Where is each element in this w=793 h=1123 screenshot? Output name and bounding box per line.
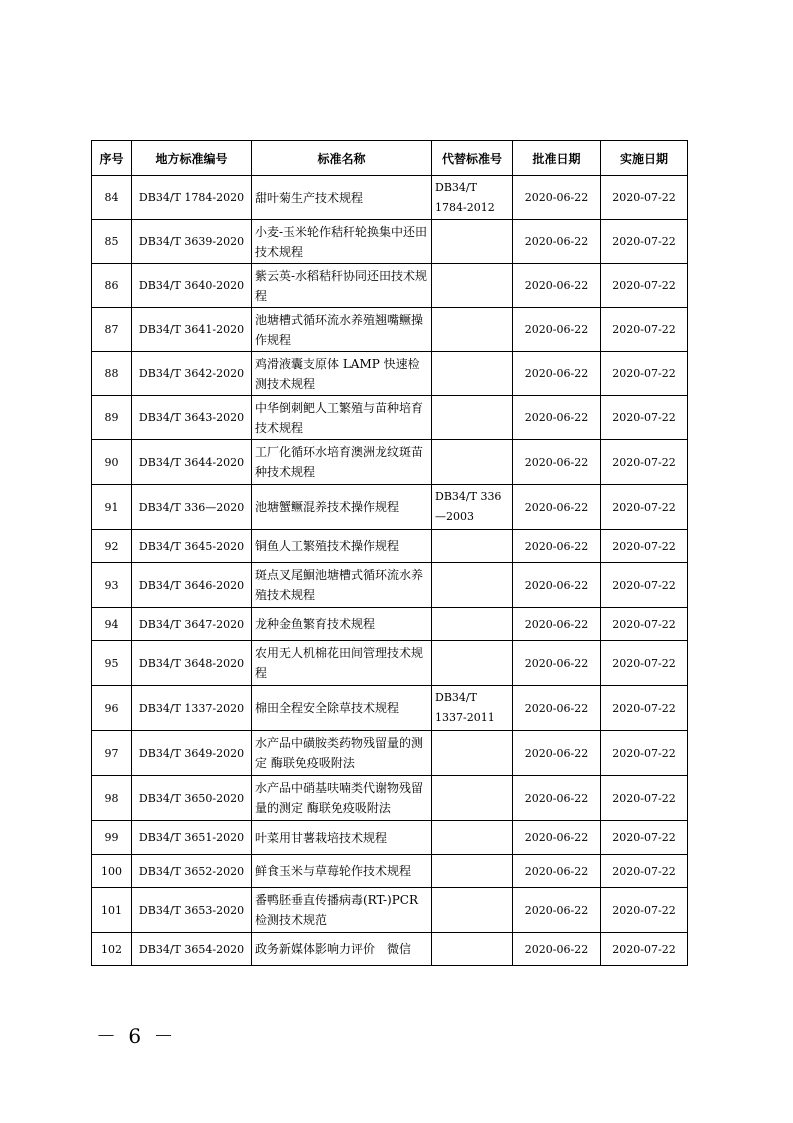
cell-approval-date: 2020-06-22 <box>513 176 601 220</box>
cell-standard-code: DB34/T 3639-2020 <box>132 220 252 264</box>
cell-standard-code: DB34/T 3648-2020 <box>132 641 252 686</box>
table-row <box>92 821 688 855</box>
cell-replaced-standard: DB34/T 1784-2012 <box>432 176 513 220</box>
cell-serial: 97 <box>92 731 132 776</box>
table-row <box>92 308 688 352</box>
cell-standard-name: 政务新媒体影响力评价 微信 <box>252 933 432 966</box>
cell-approval-date: 2020-06-22 <box>513 933 601 966</box>
table-header-row <box>92 141 688 176</box>
cell-standard-code: DB34/T 3643-2020 <box>132 396 252 440</box>
cell-approval-date: 2020-06-22 <box>513 352 601 396</box>
cell-effective-date: 2020-07-22 <box>601 731 688 776</box>
cell-standard-name: 叶菜用甘薯栽培技术规程 <box>252 821 432 855</box>
cell-standard-code: DB34/T 3646-2020 <box>132 563 252 608</box>
cell-approval-date: 2020-06-22 <box>513 440 601 485</box>
table-row <box>92 396 688 440</box>
cell-replaced-standard <box>432 821 513 855</box>
cell-standard-name: 斑点叉尾鮰池塘槽式循环流水养殖技术规程 <box>252 563 432 608</box>
cell-serial: 88 <box>92 352 132 396</box>
cell-standard-name: 紫云英-水稻秸秆协同还田技术规程 <box>252 264 432 308</box>
cell-approval-date: 2020-06-22 <box>513 608 601 641</box>
cell-effective-date: 2020-07-22 <box>601 933 688 966</box>
cell-effective-date: 2020-07-22 <box>601 440 688 485</box>
cell-effective-date: 2020-07-22 <box>601 563 688 608</box>
cell-effective-date: 2020-07-22 <box>601 176 688 220</box>
cell-replaced-standard <box>432 608 513 641</box>
cell-standard-name: 中华倒刺鲃人工繁殖与苗种培育技术规程 <box>252 396 432 440</box>
cell-serial: 94 <box>92 608 132 641</box>
cell-standard-name: 工厂化循环水培育澳洲龙纹斑苗种技术规程 <box>252 440 432 485</box>
cell-standard-code: DB34/T 1337-2020 <box>132 686 252 731</box>
cell-effective-date: 2020-07-22 <box>601 352 688 396</box>
cell-effective-date: 2020-07-22 <box>601 530 688 563</box>
cell-serial: 91 <box>92 485 132 530</box>
table-row <box>92 855 688 888</box>
standards-table <box>91 140 688 966</box>
header-effective-date: 实施日期 <box>601 141 688 176</box>
cell-standard-name: 甜叶菊生产技术规程 <box>252 176 432 220</box>
cell-approval-date: 2020-06-22 <box>513 731 601 776</box>
cell-serial: 92 <box>92 530 132 563</box>
cell-replaced-standard <box>432 396 513 440</box>
cell-replaced-standard <box>432 563 513 608</box>
cell-effective-date: 2020-07-22 <box>601 641 688 686</box>
header-serial: 序号 <box>92 141 132 176</box>
cell-approval-date: 2020-06-22 <box>513 220 601 264</box>
cell-replaced-standard <box>432 855 513 888</box>
cell-serial: 98 <box>92 776 132 821</box>
cell-replaced-standard <box>432 440 513 485</box>
cell-serial: 100 <box>92 855 132 888</box>
cell-serial: 102 <box>92 933 132 966</box>
header-approval-date: 批准日期 <box>513 141 601 176</box>
cell-standard-code: DB34/T 3654-2020 <box>132 933 252 966</box>
table-row <box>92 176 688 220</box>
table-row <box>92 220 688 264</box>
cell-replaced-standard <box>432 933 513 966</box>
cell-approval-date: 2020-06-22 <box>513 563 601 608</box>
cell-approval-date: 2020-06-22 <box>513 888 601 933</box>
cell-effective-date: 2020-07-22 <box>601 686 688 731</box>
cell-approval-date: 2020-06-22 <box>513 855 601 888</box>
cell-effective-date: 2020-07-22 <box>601 821 688 855</box>
cell-approval-date: 2020-06-22 <box>513 686 601 731</box>
cell-serial: 101 <box>92 888 132 933</box>
cell-standard-code: DB34/T 3647-2020 <box>132 608 252 641</box>
cell-approval-date: 2020-06-22 <box>513 641 601 686</box>
table-row <box>92 776 688 821</box>
table-row <box>92 731 688 776</box>
cell-standard-code: DB34/T 3644-2020 <box>132 440 252 485</box>
table-body <box>92 176 688 966</box>
cell-approval-date: 2020-06-22 <box>513 485 601 530</box>
table-row <box>92 686 688 731</box>
table-row <box>92 485 688 530</box>
cell-serial: 99 <box>92 821 132 855</box>
cell-standard-code: DB34/T 3641-2020 <box>132 308 252 352</box>
cell-standard-name: 铜鱼人工繁殖技术操作规程 <box>252 530 432 563</box>
cell-approval-date: 2020-06-22 <box>513 308 601 352</box>
cell-serial: 84 <box>92 176 132 220</box>
cell-serial: 95 <box>92 641 132 686</box>
cell-replaced-standard <box>432 776 513 821</box>
cell-standard-name: 水产品中硝基呋喃类代谢物残留量的测定 酶联免疫吸附法 <box>252 776 432 821</box>
cell-serial: 85 <box>92 220 132 264</box>
cell-serial: 89 <box>92 396 132 440</box>
cell-effective-date: 2020-07-22 <box>601 264 688 308</box>
cell-standard-name: 水产品中磺胺类药物残留量的测定 酶联免疫吸附法 <box>252 731 432 776</box>
table-row <box>92 641 688 686</box>
cell-replaced-standard <box>432 888 513 933</box>
cell-effective-date: 2020-07-22 <box>601 855 688 888</box>
cell-approval-date: 2020-06-22 <box>513 776 601 821</box>
cell-standard-code: DB34/T 3650-2020 <box>132 776 252 821</box>
cell-approval-date: 2020-06-22 <box>513 530 601 563</box>
cell-replaced-standard <box>432 352 513 396</box>
cell-standard-name: 池塘蟹鳜混养技术操作规程 <box>252 485 432 530</box>
cell-serial: 93 <box>92 563 132 608</box>
header-replaced-standard: 代替标准号 <box>432 141 513 176</box>
table-row <box>92 608 688 641</box>
cell-standard-name: 小麦-玉米轮作秸秆轮换集中还田技术规程 <box>252 220 432 264</box>
cell-replaced-standard <box>432 308 513 352</box>
header-standard-name: 标准名称 <box>252 141 432 176</box>
cell-standard-name: 番鸭胚垂直传播病毒(RT-)PCR检测技术规范 <box>252 888 432 933</box>
table-row <box>92 530 688 563</box>
cell-effective-date: 2020-07-22 <box>601 888 688 933</box>
cell-standard-code: DB34/T 3652-2020 <box>132 855 252 888</box>
cell-effective-date: 2020-07-22 <box>601 485 688 530</box>
cell-replaced-standard <box>432 731 513 776</box>
cell-standard-code: DB34/T 1784-2020 <box>132 176 252 220</box>
cell-standard-name: 龙种金鱼繁育技术规程 <box>252 608 432 641</box>
cell-serial: 96 <box>92 686 132 731</box>
cell-serial: 87 <box>92 308 132 352</box>
cell-standard-name: 棉田全程安全除草技术规程 <box>252 686 432 731</box>
cell-standard-code: DB34/T 3642-2020 <box>132 352 252 396</box>
table-row <box>92 264 688 308</box>
cell-effective-date: 2020-07-22 <box>601 396 688 440</box>
page-number: － 6 － <box>96 1024 177 1048</box>
cell-effective-date: 2020-07-22 <box>601 220 688 264</box>
cell-standard-name: 农用无人机棉花田间管理技术规程 <box>252 641 432 686</box>
table-row <box>92 563 688 608</box>
cell-standard-code: DB34/T 3653-2020 <box>132 888 252 933</box>
cell-replaced-standard: DB34/T 1337-2011 <box>432 686 513 731</box>
table-row <box>92 888 688 933</box>
cell-effective-date: 2020-07-22 <box>601 776 688 821</box>
cell-standard-code: DB34/T 336—2020 <box>132 485 252 530</box>
cell-approval-date: 2020-06-22 <box>513 396 601 440</box>
cell-replaced-standard <box>432 530 513 563</box>
cell-standard-name: 池塘槽式循环流水养殖翘嘴鳜操作规程 <box>252 308 432 352</box>
cell-standard-name: 鲜食玉米与草莓轮作技术规程 <box>252 855 432 888</box>
cell-serial: 90 <box>92 440 132 485</box>
header-standard-code: 地方标准编号 <box>132 141 252 176</box>
cell-serial: 86 <box>92 264 132 308</box>
cell-replaced-standard <box>432 641 513 686</box>
cell-replaced-standard <box>432 264 513 308</box>
table-row <box>92 352 688 396</box>
table-row <box>92 933 688 966</box>
table-row <box>92 440 688 485</box>
cell-standard-code: DB34/T 3645-2020 <box>132 530 252 563</box>
cell-effective-date: 2020-07-22 <box>601 608 688 641</box>
cell-approval-date: 2020-06-22 <box>513 264 601 308</box>
cell-replaced-standard <box>432 220 513 264</box>
cell-approval-date: 2020-06-22 <box>513 821 601 855</box>
cell-replaced-standard: DB34/T 336—2003 <box>432 485 513 530</box>
cell-standard-code: DB34/T 3640-2020 <box>132 264 252 308</box>
cell-standard-code: DB34/T 3651-2020 <box>132 821 252 855</box>
cell-effective-date: 2020-07-22 <box>601 308 688 352</box>
cell-standard-code: DB34/T 3649-2020 <box>132 731 252 776</box>
cell-standard-name: 鸡滑液囊支原体 LAMP 快速检测技术规程 <box>252 352 432 396</box>
